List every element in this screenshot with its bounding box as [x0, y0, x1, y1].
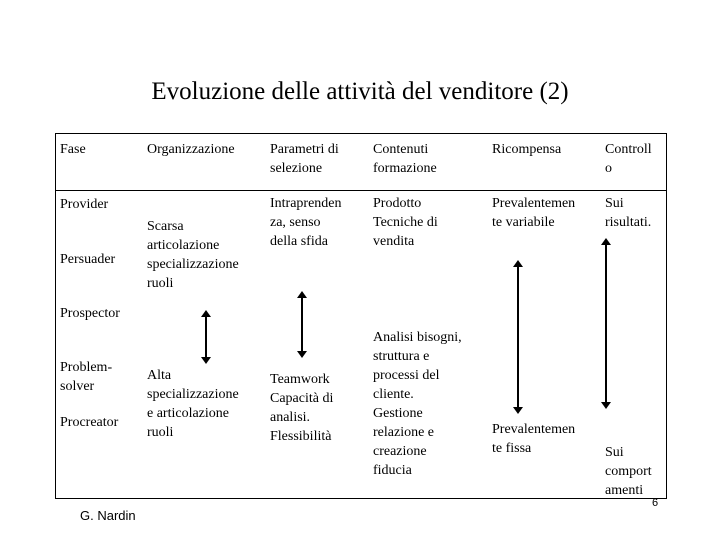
contenuti-bottom-line: Gestione: [373, 406, 423, 421]
header-parametri-line: Parametri di: [270, 142, 339, 157]
contenuti-bottom-line: creazione: [373, 444, 427, 459]
header-ricompensa: Ricompensa: [492, 142, 562, 157]
fase-problem-solver: [60, 358, 112, 396]
organizzazione-top: [147, 217, 239, 293]
controllo-bottom: [605, 443, 652, 500]
parametri-bottom-line: analisi.: [270, 410, 311, 425]
fase-persuader: Persuader: [60, 252, 116, 267]
parametri-double-arrow: [297, 293, 307, 356]
slide-title: Evoluzione delle attività del venditore (2): [151, 78, 569, 105]
ricompensa-bottom-line: te fissa: [492, 441, 532, 456]
contenuti-top-line: Prodotto: [373, 196, 422, 211]
organizzazione-bottom-line: e articolazione: [147, 406, 230, 421]
controllo-bottom-line: Sui: [605, 445, 624, 460]
fase-problem-solver-line: solver: [60, 379, 95, 394]
contenuti-bottom-line: struttura e: [373, 349, 430, 364]
evolution-table: [55, 133, 667, 499]
controllo-top-line: Sui: [605, 196, 624, 211]
contenuti-bottom-line: processi del: [373, 368, 440, 383]
fase-procreator: Procreator: [60, 415, 119, 430]
parametri-top-line: della sfida: [270, 234, 328, 249]
footer-author: G. Nardin: [80, 508, 136, 523]
header-controllo-line: Controll: [605, 142, 652, 157]
header-contenuti-line: formazione: [373, 161, 437, 176]
fase-prospector: Prospector: [60, 306, 120, 321]
organizzazione-bottom-line: Alta: [147, 368, 172, 383]
ricompensa-bottom-line: Prevalentemen: [492, 422, 576, 437]
controllo-bottom-line: comport: [605, 464, 652, 479]
organizzazione-bottom-line: specializzazione: [147, 387, 239, 402]
fase-problem-solver-line: Problem-: [60, 360, 113, 375]
contenuti-bottom-line: relazione e: [373, 425, 435, 440]
organizzazione-top-line: specializzazione: [147, 257, 239, 272]
contenuti-top-line: vendita: [373, 234, 415, 249]
contenuti-top: [373, 194, 438, 251]
header-contenuti-line: Contenuti: [373, 142, 429, 157]
contenuti-bottom-line: fiducia: [373, 463, 412, 478]
organizzazione-top-line: Scarsa: [147, 219, 184, 234]
parametri-bottom-line: Capacità di: [270, 391, 334, 406]
controllo-double-arrow: [601, 240, 611, 407]
page-number: 6: [652, 497, 659, 509]
controllo-bottom-line: amenti: [605, 483, 644, 498]
controllo-top-line: risultati.: [605, 215, 652, 230]
parametri-bottom: [270, 370, 333, 446]
contenuti-bottom: [373, 328, 462, 480]
header-controllo-line: o: [605, 161, 612, 176]
ricompensa-top-line: Prevalentemen: [492, 196, 576, 211]
header-contenuti: [373, 140, 437, 178]
header-divider: [55, 190, 667, 191]
header-parametri: [270, 140, 339, 178]
contenuti-bottom-line: cliente.: [373, 387, 414, 402]
ricompensa-double-arrow: [513, 262, 523, 412]
organizzazione-bottom-line: ruoli: [147, 425, 174, 440]
contenuti-bottom-line: Analisi bisogni,: [373, 330, 462, 345]
parametri-top-line: Intraprenden: [270, 196, 342, 211]
fase-provider: Provider: [60, 197, 109, 212]
organizzazione-bottom: [147, 366, 239, 442]
parametri-top: [270, 194, 342, 251]
header-controllo: [605, 140, 652, 178]
header-parametri-line: selezione: [270, 161, 323, 176]
parametri-top-line: za, senso: [270, 215, 321, 230]
ricompensa-bottom: [492, 420, 575, 458]
header-organizzazione: Organizzazione: [147, 142, 235, 157]
organizzazione-top-line: ruoli: [147, 276, 174, 291]
parametri-bottom-line: Flessibilità: [270, 429, 332, 444]
organizzazione-double-arrow: [201, 312, 211, 362]
ricompensa-top-line: te variabile: [492, 215, 555, 230]
controllo-top: [605, 194, 651, 232]
header-fase: Fase: [60, 142, 86, 157]
organizzazione-top-line: articolazione: [147, 238, 220, 253]
contenuti-top-line: Tecniche di: [373, 215, 438, 230]
ricompensa-top: [492, 194, 575, 232]
parametri-bottom-line: Teamwork: [270, 372, 330, 387]
